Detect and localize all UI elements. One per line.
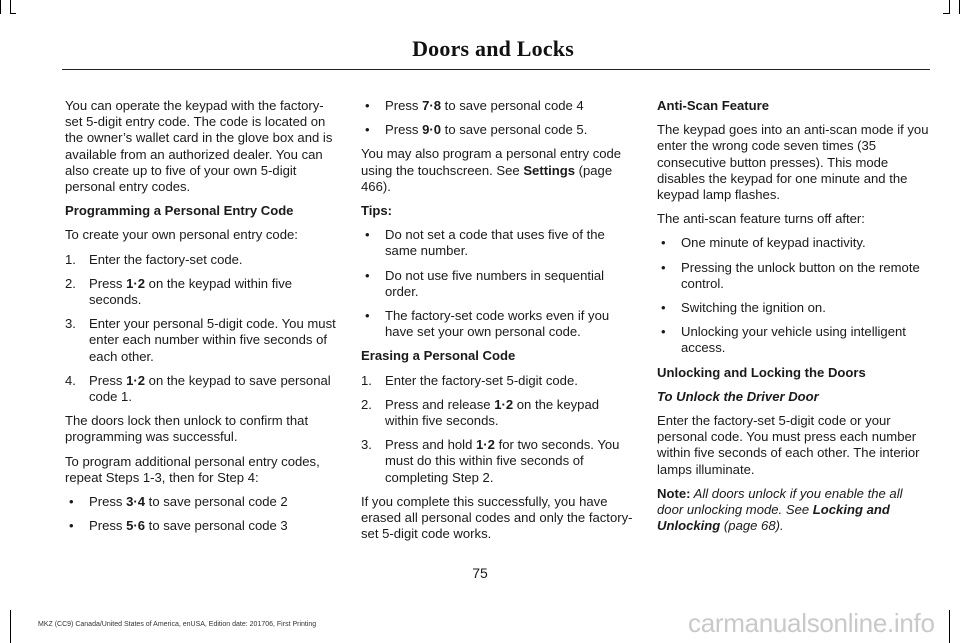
- list-item: [65, 252, 337, 268]
- list-item: [65, 316, 337, 365]
- crop-mark: [943, 13, 950, 14]
- bullet-text: Press: [89, 494, 127, 510]
- intro-paragraph: You can operate the keypad with the factory-set 5-digit entry code. The code is located on the owner’s wallet card in the glove box and is available from an authorized dealer. You can also create up to five of your own 5-digit personal entry codes.: [65, 98, 333, 195]
- crop-mark: [10, 13, 16, 14]
- edition-footer: MKZ (CC9) Canada/United States of America, enUSA, Edition date: 201706, First Printing: [38, 621, 317, 628]
- header-rule: [62, 69, 930, 70]
- lead-paragraph: To create your own personal entry code:: [65, 227, 298, 243]
- note-text: All doors unlock if you enable the all door unlocking mode. See: [657, 485, 903, 518]
- bullet-icon: •: [365, 267, 370, 283]
- keypad-key: 1·2: [476, 437, 495, 453]
- list-item: [361, 227, 633, 259]
- step-text: on the keypad within five seconds.: [385, 396, 600, 429]
- list-item: [657, 235, 929, 251]
- bullet-icon: •: [365, 308, 370, 324]
- step-text: Press and release: [385, 396, 495, 412]
- list-item: [657, 324, 929, 356]
- tip-text: Do not use five numbers in sequential order.: [385, 267, 605, 299]
- step-text: on the keypad to save personal code 1.: [89, 372, 331, 405]
- tip-text: The factory-set code works even if you have set your own personal code.: [385, 308, 610, 340]
- step-text: Enter your personal 5-digit code. You must enter each number within five seconds of each other.: [89, 316, 336, 364]
- list-item: [361, 98, 633, 114]
- additional-paragraph: To program additional personal entry codes, repeat Steps 1-3, then for Step 4:: [65, 453, 320, 485]
- bullet-icon: •: [661, 300, 666, 316]
- step-number: 3.: [65, 316, 76, 332]
- step-number: 1.: [65, 251, 76, 267]
- keypad-key: 9·0: [422, 122, 442, 138]
- settings-reference: Settings: [523, 162, 575, 178]
- list-item: [361, 397, 633, 429]
- turns-off-paragraph: The anti-scan feature turns off after:: [657, 211, 865, 227]
- bullet-icon: •: [365, 98, 370, 113]
- bullet-text: to save personal code 3: [145, 518, 288, 534]
- step-number: 1.: [361, 372, 372, 388]
- bullet-text: Pressing the unlock button on the remote control.: [681, 259, 920, 291]
- step-number: 2.: [361, 396, 372, 412]
- step-text: for two seconds. You must do this within five seconds of completing Step 2.: [385, 437, 620, 485]
- bullet-icon: •: [365, 122, 370, 138]
- list-item: [361, 437, 633, 486]
- page-title: Doors and Locks: [412, 36, 574, 61]
- keypad-key: 7·8: [422, 98, 442, 113]
- page-number: 75: [472, 565, 488, 581]
- confirm-paragraph: The doors lock then unlock to confirm that programming was successful.: [65, 413, 309, 445]
- keypad-key: 1·2: [126, 372, 146, 388]
- erase-heading: Erasing a Personal Code: [361, 348, 516, 364]
- bullet-text: Press: [385, 122, 423, 138]
- bullet-icon: •: [365, 227, 370, 243]
- bullet-text: Switching the ignition on.: [681, 300, 826, 316]
- section-heading: Programming a Personal Entry Code: [65, 203, 294, 219]
- bullet-icon: •: [69, 518, 74, 534]
- list-item: [361, 268, 633, 300]
- note-text: (page 68).: [720, 518, 784, 534]
- tips-heading: Tips:: [361, 203, 393, 219]
- step-text: Enter the factory-set code.: [89, 251, 243, 267]
- touchscreen-text: (page 466).: [361, 162, 613, 194]
- list-item: [361, 308, 633, 340]
- column-2: [361, 98, 633, 550]
- antiscan-paragraph: The keypad goes into an anti-scan mode if you enter the wrong code seven times (35 consecutive button presses). This mode disables the keypad for one minute and the keypad lamp flashes.: [657, 122, 929, 203]
- crop-mark: [949, 610, 950, 643]
- column-3: [657, 98, 929, 542]
- step-text: on the keypad within five seconds.: [89, 275, 293, 308]
- touchscreen-paragraph: [361, 146, 633, 195]
- list-item: [65, 373, 337, 405]
- list-item: [65, 494, 337, 510]
- bullet-icon: •: [661, 324, 666, 340]
- step-number: 2.: [65, 275, 76, 291]
- bullet-icon: •: [661, 259, 666, 275]
- erase-result-paragraph: If you complete this successfully, you have erased all personal codes and only the factory-set 5-digit code works.: [361, 493, 633, 542]
- crop-mark: [10, 0, 11, 14]
- keypad-key: 5·6: [126, 518, 146, 534]
- note-label: Note:: [657, 485, 691, 501]
- touchscreen-text: You may also program a personal entry code using the touchscreen. See: [361, 146, 622, 178]
- keypad-key: 3·4: [126, 494, 146, 510]
- bullet-icon: •: [69, 494, 74, 510]
- list-item: [657, 300, 929, 316]
- step-text: Press and hold: [385, 437, 476, 453]
- keypad-key: 1·2: [126, 275, 146, 291]
- crop-mark: [10, 610, 11, 643]
- watermark: carmanualsonline.info: [688, 608, 935, 638]
- bullet-text: to save personal code 2: [145, 494, 288, 510]
- step-number: 4.: [65, 372, 76, 388]
- antiscan-heading: Anti-Scan Feature: [657, 98, 770, 113]
- list-item: [361, 373, 633, 389]
- list-item: [361, 122, 633, 138]
- step-text: Press: [89, 372, 127, 388]
- bullet-text: One minute of keypad inactivity.: [681, 235, 866, 251]
- step-number: 3.: [361, 437, 372, 453]
- list-item: [657, 260, 929, 292]
- bullet-icon: •: [661, 235, 666, 251]
- driver-door-heading: To Unlock the Driver Door: [657, 388, 819, 404]
- bullet-text: to save personal code 4: [441, 98, 584, 113]
- unlock-heading: Unlocking and Locking the Doors: [657, 364, 866, 380]
- note-reference: Locking and Unlocking: [657, 502, 890, 534]
- bullet-text: Unlocking your vehicle using intelligent access.: [681, 324, 906, 356]
- bullet-text: to save personal code 5.: [441, 122, 588, 138]
- note-paragraph: [657, 486, 929, 535]
- list-item: [65, 518, 337, 534]
- crop-mark: [0, 0, 1, 14]
- list-item: [65, 276, 337, 308]
- step-text: Press: [89, 275, 127, 291]
- bullet-text: Press: [385, 98, 423, 113]
- bullet-text: Press: [89, 518, 127, 534]
- keypad-key: 1·2: [494, 396, 514, 412]
- column-1: [65, 98, 337, 542]
- crop-mark: [949, 0, 950, 14]
- driver-door-paragraph: Enter the factory-set 5-digit code or your personal code. You must press each number within five seconds of each other. The interior lamps illuminate.: [657, 413, 920, 477]
- step-text: Enter the factory-set 5-digit code.: [385, 372, 578, 388]
- tip-text: Do not set a code that uses five of the same number.: [385, 227, 605, 259]
